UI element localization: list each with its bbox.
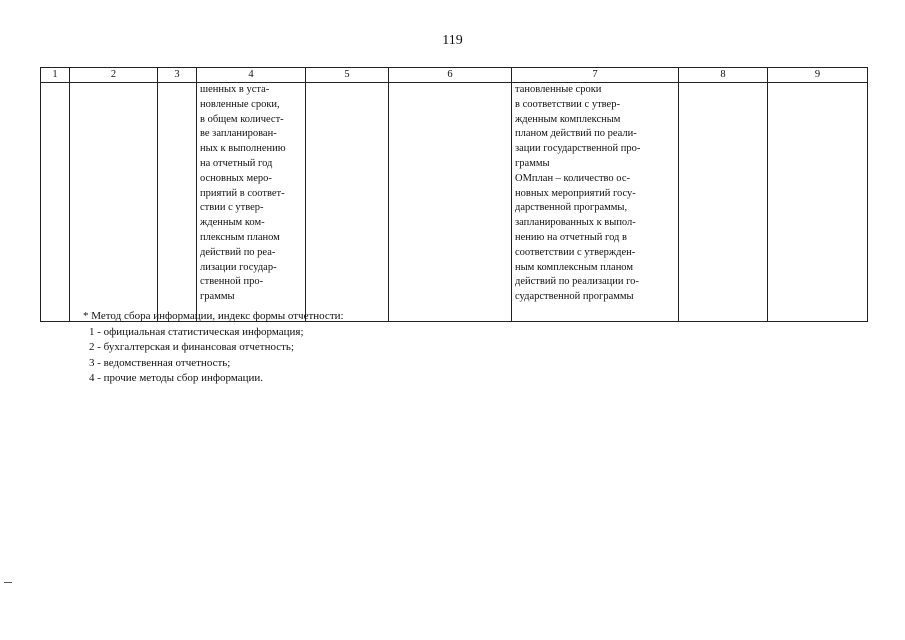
cell-text-line: сударственной программы <box>515 291 634 303</box>
cell-col-3 <box>158 83 197 322</box>
cell-text-line: граммы <box>515 157 550 169</box>
cell-text-line: ствии с утвер- <box>200 202 264 214</box>
cell-text-line: новных мероприятий госу- <box>515 187 636 199</box>
cell-text-line: граммы <box>200 291 235 303</box>
cell-col-6 <box>389 83 512 322</box>
indicator-table <box>40 67 868 322</box>
column-header-2: 2 <box>70 68 158 83</box>
footnote-item: 2 - бухгалтерская и финансовая отчетность; <box>89 341 294 354</box>
cell-text-line: ным комплексным планом <box>515 261 634 273</box>
footnote-heading: * Метод сбора информации, индекс формы отчетности: <box>83 310 344 322</box>
cell-text-line: плексным планом <box>200 231 280 243</box>
cell-text-line: новленные сроки, <box>200 98 280 110</box>
footnote <box>83 309 344 387</box>
cell-col-8 <box>679 83 768 322</box>
column-header-3: 3 <box>158 68 197 83</box>
cell-text-line: лизации государ- <box>200 261 277 273</box>
cell-text-line: жденным комплексным <box>515 113 621 125</box>
cell-text-line: действий по реализации го- <box>515 276 639 288</box>
cell-col-4 <box>197 83 306 322</box>
footnote-item: 3 - ведомственная отчетность; <box>89 356 231 369</box>
cell-col-7 <box>512 83 679 322</box>
cell-text-line: ве запланирован- <box>200 128 277 140</box>
cell-text-line: соответствии с утвержден- <box>515 246 636 258</box>
cell-text-line: зации государственной про- <box>515 143 641 155</box>
footnote-item: 4 - прочие методы сбор информации. <box>89 372 264 385</box>
column-header-6: 6 <box>389 68 512 83</box>
cell-text-line: действий по реа- <box>200 246 276 258</box>
cell-col-2 <box>70 83 158 322</box>
cell-text-line: тановленные сроки <box>515 84 602 95</box>
cell-col-5 <box>306 83 389 322</box>
column-header-4: 4 <box>197 68 306 83</box>
cell-text-line: ных к выполнению <box>200 143 286 155</box>
footnote-item: 1 - официальная статистическая информация; <box>89 325 304 338</box>
cell-text-line: нению на отчетный год в <box>515 231 627 243</box>
cell-text-line: основных меро- <box>200 172 272 184</box>
col7-text <box>515 83 678 305</box>
cell-text-line: приятий в соответ- <box>200 187 285 199</box>
column-header-9: 9 <box>768 68 868 83</box>
column-header-8: 8 <box>679 68 768 83</box>
cell-text-line: ОМплан – количество ос- <box>515 172 630 184</box>
column-header-7: 7 <box>512 68 679 83</box>
page-number: 119 <box>442 33 463 48</box>
cell-text-line: ственной про- <box>200 276 264 288</box>
col4-text <box>200 83 305 305</box>
cell-text-line: на отчетный год <box>200 157 273 169</box>
column-header-5: 5 <box>306 68 389 83</box>
table-header-row <box>41 68 868 83</box>
scan-edge-mark <box>4 582 12 583</box>
cell-text-line: запланированных к выпол- <box>515 217 636 229</box>
cell-text-line: в общем количест- <box>200 113 284 125</box>
cell-text-line: шенных в уста- <box>200 84 270 95</box>
cell-col-1 <box>41 83 70 322</box>
cell-text-line: жденным ком- <box>200 217 265 229</box>
cell-text-line: планом действий по реали- <box>515 128 637 140</box>
table-row <box>41 83 868 322</box>
cell-text-line: дарственной программы, <box>515 202 628 214</box>
column-header-1: 1 <box>41 68 70 83</box>
cell-text-line: в соответствии с утвер- <box>515 98 620 110</box>
cell-col-9 <box>768 83 868 322</box>
